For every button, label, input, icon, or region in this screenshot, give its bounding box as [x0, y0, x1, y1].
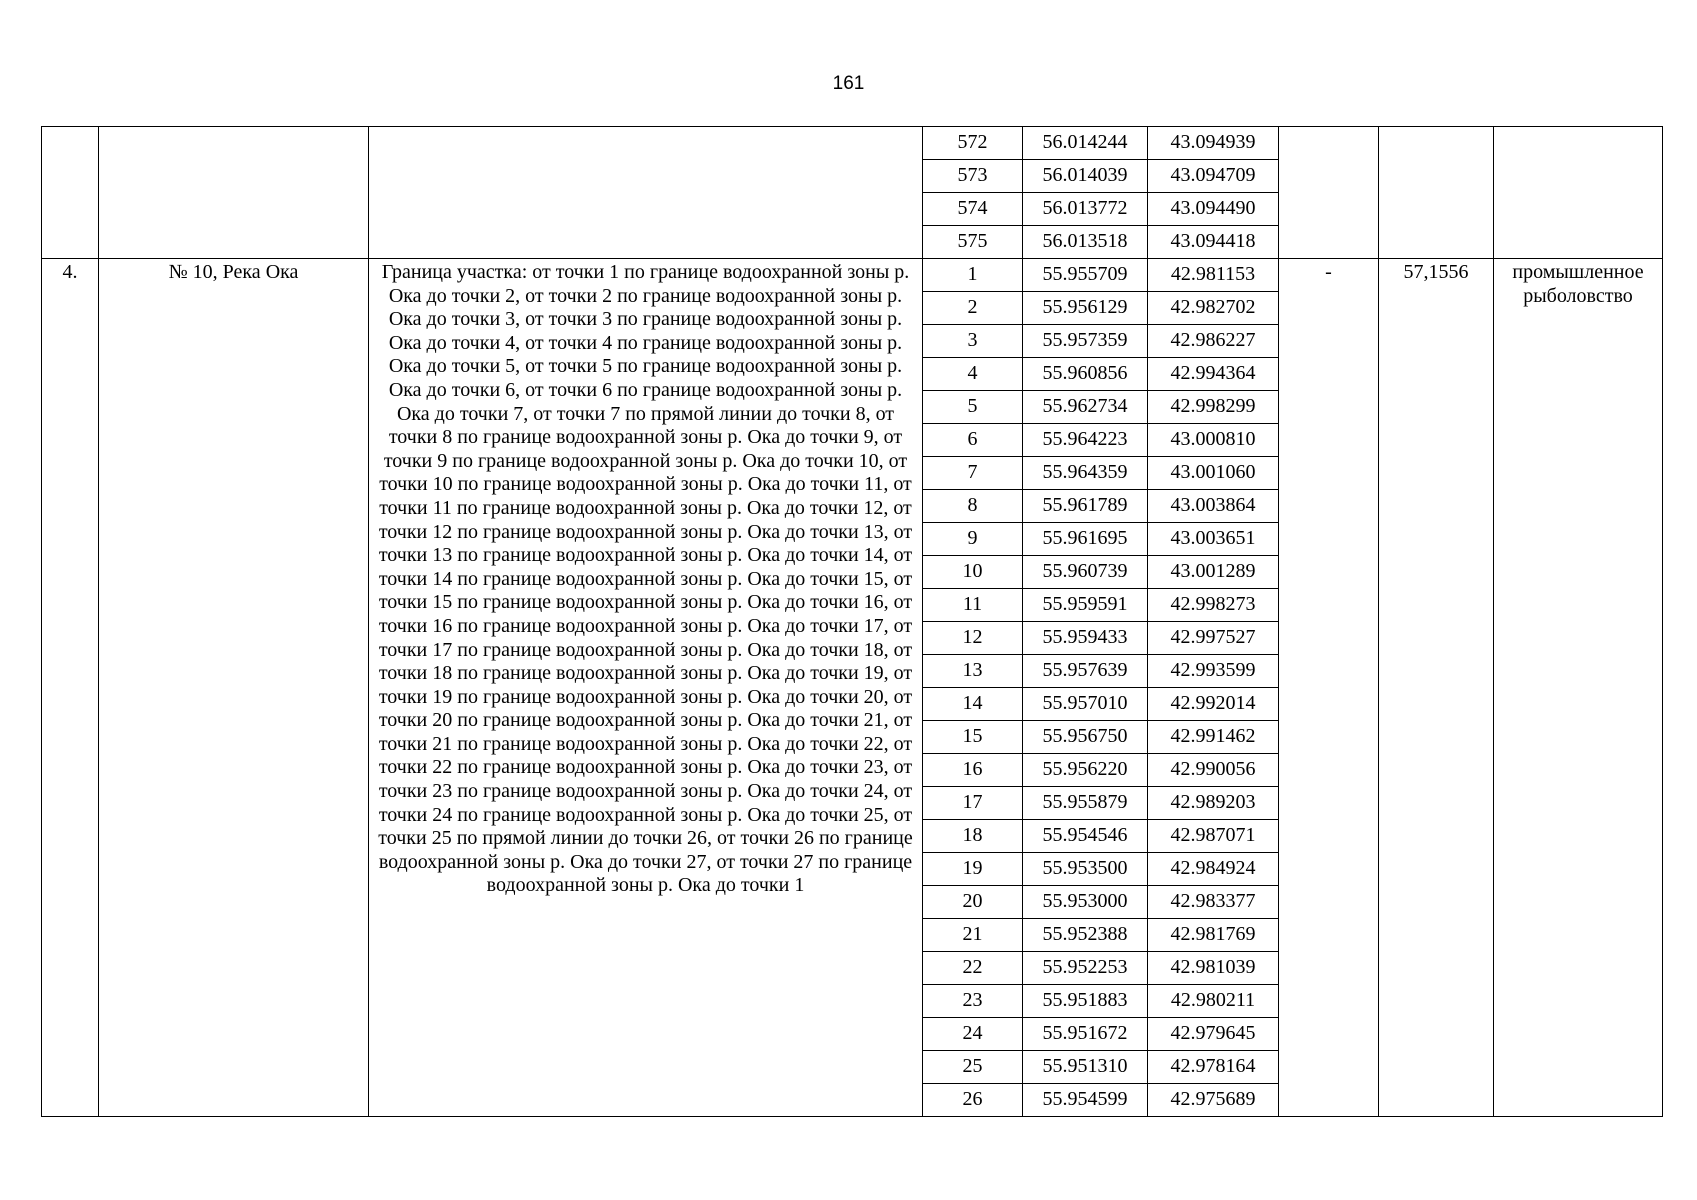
point-latitude: 55.964223 — [1023, 424, 1148, 457]
point-latitude: 55.954546 — [1023, 820, 1148, 853]
point-longitude: 42.980211 — [1148, 985, 1279, 1018]
point-number: 23 — [923, 985, 1023, 1018]
table-row — [42, 127, 1663, 160]
point-latitude: 55.955709 — [1023, 259, 1148, 292]
point-longitude: 43.001289 — [1148, 556, 1279, 589]
point-number: 24 — [923, 1018, 1023, 1051]
point-latitude: 55.952253 — [1023, 952, 1148, 985]
row-number: 4. — [42, 259, 99, 1117]
point-latitude: 55.951883 — [1023, 985, 1148, 1018]
point-longitude: 42.981153 — [1148, 259, 1279, 292]
point-latitude: 55.952388 — [1023, 919, 1148, 952]
point-number: 3 — [923, 325, 1023, 358]
point-number: 8 — [923, 490, 1023, 523]
point-latitude: 56.013518 — [1023, 226, 1148, 259]
point-number: 14 — [923, 688, 1023, 721]
point-number: 19 — [923, 853, 1023, 886]
point-longitude: 42.998299 — [1148, 391, 1279, 424]
point-number: 17 — [923, 787, 1023, 820]
point-latitude: 55.951672 — [1023, 1018, 1148, 1051]
point-number: 26 — [923, 1084, 1023, 1117]
boundary-description: Граница участка: от точки 1 по границе водоохранной зоны р. Ока до точки 2, от точки 2 по границе водоохранной зоны р. Ока до точки 3, от точки 3 по границе водоохранной зоны р. Ока до точки 4, от точки 4 по границе водоохранной зоны р. Ока до точки 5, от точки 5 по границе водоохранной зоны р. Ока до точки 6, от точки 6 по границе водоохранной зоны р. Ока до точки 7, от точки 7 по прямой линии до точки 8, от точки 8 по границе водоохранной зоны р. Ока до точки 9, от точки 9 по границе водоохранной зоны р. Ока до точки 10, от точки 10 по границе водоохранной зоны р. Ока до точки 11, от точки 11 по границе водоохранной зоны р. Ока до точки 12, от точки 12 по границе водоохранной зоны р. Ока до точки 13, от точки 13 по границе водоохранной зоны р. Ока до точки 14, от точки 14 по границе водоохранной зоны р. Ока до точки 15, от точки 15 по границе водоохранной зоны р. Ока до точки 16, от точки 16 по границе водоохранной зоны р. Ока до точки 17, от точки 17 по границе водоохранной зоны р. Ока до точки 18, от точки 18 по границе водоохранной зоны р. Ока до точки 19, от точки 19 по границе водоохранной зоны р. Ока до точки 20, от точки 20 по границе водоохранной зоны р. Ока до точки 21, от точки 21 по границе водоохранной зоны р. Ока до точки 22, от точки 22 по границе водоохранной зоны р. Ока до точки 23, от точки 23 по границе водоохранной зоны р. Ока до точки 24, от точки 24 по границе водоохранной зоны р. Ока до точки 25, от точки 25 по прямой линии до точки 26, от точки 26 по границе водоохранной зоны р. Ока до точки 27, от точки 27 по границе водоохранной зоны р. Ока до точки 1 — [369, 259, 923, 1117]
point-latitude: 55.960739 — [1023, 556, 1148, 589]
point-longitude: 42.981769 — [1148, 919, 1279, 952]
point-latitude: 56.013772 — [1023, 193, 1148, 226]
point-longitude: 43.094939 — [1148, 127, 1279, 160]
table-row — [42, 259, 1663, 292]
point-longitude: 42.994364 — [1148, 358, 1279, 391]
point-number: 12 — [923, 622, 1023, 655]
point-longitude: 43.003864 — [1148, 490, 1279, 523]
point-latitude: 55.961695 — [1023, 523, 1148, 556]
point-longitude: 42.992014 — [1148, 688, 1279, 721]
extra-value: - — [1279, 259, 1379, 1117]
point-number: 15 — [923, 721, 1023, 754]
prev-row-name-cell — [99, 127, 369, 259]
point-latitude: 55.953500 — [1023, 853, 1148, 886]
point-longitude: 42.981039 — [1148, 952, 1279, 985]
point-longitude: 42.983377 — [1148, 886, 1279, 919]
point-latitude: 55.959591 — [1023, 589, 1148, 622]
point-latitude: 55.955879 — [1023, 787, 1148, 820]
point-latitude: 55.953000 — [1023, 886, 1148, 919]
point-latitude: 55.954599 — [1023, 1084, 1148, 1117]
point-number: 573 — [923, 160, 1023, 193]
site-name: № 10, Река Ока — [99, 259, 369, 1117]
prev-row-area-cell — [1379, 127, 1494, 259]
point-longitude: 42.978164 — [1148, 1051, 1279, 1084]
prev-row-description-cell — [369, 127, 923, 259]
point-longitude: 42.987071 — [1148, 820, 1279, 853]
point-number: 21 — [923, 919, 1023, 952]
prev-row-number-cell — [42, 127, 99, 259]
point-number: 6 — [923, 424, 1023, 457]
point-number: 9 — [923, 523, 1023, 556]
point-number: 11 — [923, 589, 1023, 622]
point-number: 2 — [923, 292, 1023, 325]
point-number: 13 — [923, 655, 1023, 688]
point-latitude: 55.957639 — [1023, 655, 1148, 688]
point-latitude: 55.957010 — [1023, 688, 1148, 721]
prev-row-extra-cell — [1279, 127, 1379, 259]
point-longitude: 43.000810 — [1148, 424, 1279, 457]
point-longitude: 42.989203 — [1148, 787, 1279, 820]
point-latitude: 55.964359 — [1023, 457, 1148, 490]
point-number: 572 — [923, 127, 1023, 160]
point-longitude: 42.998273 — [1148, 589, 1279, 622]
point-latitude: 56.014039 — [1023, 160, 1148, 193]
point-latitude: 55.951310 — [1023, 1051, 1148, 1084]
point-latitude: 55.956129 — [1023, 292, 1148, 325]
point-number: 20 — [923, 886, 1023, 919]
coordinates-table — [41, 126, 1663, 1117]
point-longitude: 42.975689 — [1148, 1084, 1279, 1117]
point-latitude: 55.959433 — [1023, 622, 1148, 655]
page-number: 161 — [832, 73, 865, 94]
point-longitude: 43.001060 — [1148, 457, 1279, 490]
point-latitude: 55.956220 — [1023, 754, 1148, 787]
point-number: 575 — [923, 226, 1023, 259]
point-latitude: 55.960856 — [1023, 358, 1148, 391]
point-number: 5 — [923, 391, 1023, 424]
point-latitude: 55.962734 — [1023, 391, 1148, 424]
point-number: 574 — [923, 193, 1023, 226]
point-number: 16 — [923, 754, 1023, 787]
point-latitude: 55.957359 — [1023, 325, 1148, 358]
point-latitude: 56.014244 — [1023, 127, 1148, 160]
point-longitude: 42.991462 — [1148, 721, 1279, 754]
point-longitude: 42.990056 — [1148, 754, 1279, 787]
prev-row-purpose-cell — [1494, 127, 1663, 259]
purpose-value: промышленное рыболовство — [1494, 259, 1663, 1117]
point-longitude: 42.986227 — [1148, 325, 1279, 358]
area-value: 57,1556 — [1379, 259, 1494, 1117]
point-number: 7 — [923, 457, 1023, 490]
point-number: 4 — [923, 358, 1023, 391]
point-number: 22 — [923, 952, 1023, 985]
point-longitude: 43.094709 — [1148, 160, 1279, 193]
point-number: 10 — [923, 556, 1023, 589]
point-longitude: 42.997527 — [1148, 622, 1279, 655]
point-number: 18 — [923, 820, 1023, 853]
point-longitude: 42.984924 — [1148, 853, 1279, 886]
point-longitude: 43.094418 — [1148, 226, 1279, 259]
point-longitude: 42.982702 — [1148, 292, 1279, 325]
point-number: 25 — [923, 1051, 1023, 1084]
point-number: 1 — [923, 259, 1023, 292]
point-longitude: 42.979645 — [1148, 1018, 1279, 1051]
point-longitude: 43.094490 — [1148, 193, 1279, 226]
point-longitude: 42.993599 — [1148, 655, 1279, 688]
point-latitude: 55.956750 — [1023, 721, 1148, 754]
point-longitude: 43.003651 — [1148, 523, 1279, 556]
point-latitude: 55.961789 — [1023, 490, 1148, 523]
